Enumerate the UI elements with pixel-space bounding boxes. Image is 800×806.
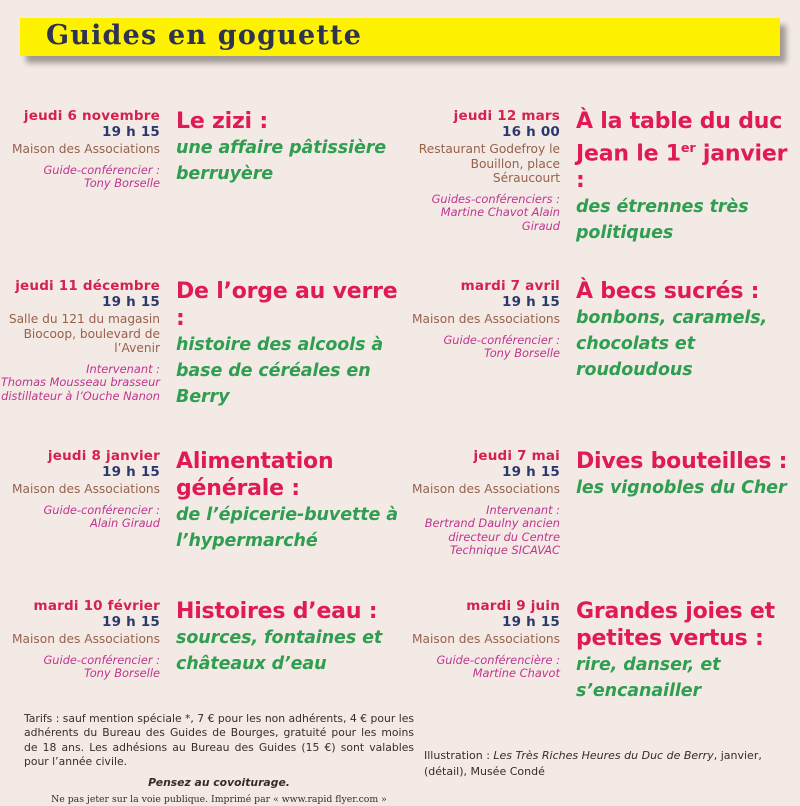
event-time: 16 h 00 <box>502 124 560 140</box>
event-venue: Restaurant Godefroy le Bouillon, place Séraucourt <box>418 142 560 185</box>
event-title: Le zizi : <box>176 109 268 134</box>
event-time: 19 h 15 <box>502 464 560 480</box>
event-venue: Maison des Associations <box>412 312 560 326</box>
event-body <box>568 278 800 383</box>
footer-covoiturage: Pensez au covoiturage. <box>148 775 290 789</box>
event-body <box>568 108 800 246</box>
event-body <box>568 598 800 704</box>
event-body <box>168 278 400 410</box>
event-subtitle: une affaire pâtissière berruyère <box>176 138 387 184</box>
event-speaker-role: Guide-conférencier : <box>43 502 160 517</box>
event-venue: Salle du 121 du magasin Biocoop, boulevard de l’Avenir <box>8 312 160 355</box>
event-title: Histoires d’eau : <box>176 599 378 624</box>
event-meta <box>0 278 168 410</box>
illustration-prefix: Illustration : <box>424 749 494 762</box>
event-subtitle: de l’épicerie-buvette à l’hypermarché <box>176 505 398 551</box>
event-speaker-name: Tony Borselle <box>84 176 160 191</box>
event-date: jeudi 12 mars <box>453 108 560 124</box>
event-speaker-role: Guide-conférencière : <box>436 652 560 667</box>
event-item[interactable] <box>0 448 400 554</box>
event-date: jeudi 7 mai <box>473 448 560 464</box>
page-title: Guides en goguette <box>46 20 363 51</box>
event-time: 19 h 15 <box>502 294 560 310</box>
event-title: Dives bouteilles : <box>576 449 788 474</box>
event-time: 19 h 15 <box>102 614 160 630</box>
event-date: mardi 10 février <box>33 598 160 614</box>
event-time: 19 h 15 <box>102 294 160 310</box>
event-speaker-role: Guide-conférencier : <box>43 652 160 667</box>
event-subtitle: bonbons, caramels, chocolats et roudoudous <box>576 308 768 380</box>
event-speaker-role: Intervenant : <box>486 502 560 517</box>
illustration-title: Les Très Riches Heures du Duc de Berry <box>493 749 714 762</box>
event-speaker-role: Intervenant : <box>86 361 160 376</box>
event-body <box>168 108 400 191</box>
event-speaker-name: Tony Borselle <box>484 346 560 361</box>
event-speaker-name: Martine Chavot Alain Giraud <box>440 205 560 233</box>
event-venue: Maison des Associations <box>12 142 160 156</box>
event-item[interactable] <box>0 108 400 191</box>
event-date: jeudi 11 décembre <box>15 278 160 294</box>
event-item[interactable] <box>400 278 800 383</box>
event-subtitle: rire, danser, et s’encanailler <box>576 655 721 701</box>
event-meta <box>400 448 568 558</box>
event-body <box>168 448 400 554</box>
event-meta <box>400 598 568 704</box>
event-body <box>168 598 400 681</box>
event-item[interactable] <box>400 448 800 558</box>
event-item[interactable] <box>0 278 400 410</box>
event-speaker-role: Guides-conférenciers : <box>431 191 560 206</box>
footer-left <box>24 712 414 806</box>
event-subtitle: des étrennes très politiques <box>576 197 749 244</box>
event-date: mardi 9 juin <box>466 598 560 614</box>
event-title-ordinal: er <box>680 141 696 156</box>
event-item[interactable] <box>400 598 800 704</box>
illustration-suffix: , janvier, (détail), Musée Condé <box>424 749 762 778</box>
event-speaker-name: Bertrand Daulny ancien directeur du Centre Technique SICAVAC <box>424 516 560 558</box>
event-subtitle: les vignobles du Cher <box>576 478 787 498</box>
event-venue: Maison des Associations <box>12 482 160 496</box>
footer-tarifs: Tarifs : sauf mention spéciale *, 7 € pour les non adhérents, 4 € pour les adhérents du Bureau des Guides de Bourges, gratuité pour les moins de 18 ans. Les adhésions au Bureau des Guides (15 €) sont valables pour l’année civile. <box>24 712 414 769</box>
event-speaker-name: Martine Chavot <box>472 666 560 681</box>
event-meta <box>400 108 568 246</box>
event-venue: Maison des Associations <box>412 632 560 646</box>
event-speaker-role: Guide-conférencier : <box>443 332 560 347</box>
event-item[interactable] <box>0 598 400 681</box>
event-venue: Maison des Associations <box>412 482 560 496</box>
event-speaker-role: Guide-conférencier : <box>43 162 160 177</box>
event-title: Alimentation générale : <box>176 449 334 501</box>
event-time: 19 h 15 <box>102 464 160 480</box>
event-speaker-name: Alain Giraud <box>89 516 160 531</box>
event-title-part: janvier : <box>576 141 788 194</box>
event-title: À becs sucrés : <box>576 279 760 304</box>
event-meta <box>400 278 568 383</box>
event-title: Grandes joies et petites vertus : <box>576 599 775 651</box>
event-subtitle: histoire des alcools à base de céréales en Berry <box>176 335 384 407</box>
event-title <box>576 108 800 194</box>
event-meta <box>0 108 168 191</box>
event-speaker-name: Tony Borselle <box>84 666 160 681</box>
event-time: 19 h 15 <box>102 124 160 140</box>
event-title-part: À la table du duc Jean le 1 <box>576 109 783 167</box>
event-time: 19 h 15 <box>502 614 560 630</box>
event-date: jeudi 6 novembre <box>23 108 160 124</box>
footer-illustration-credit <box>424 748 784 779</box>
event-venue: Maison des Associations <box>12 632 160 646</box>
event-title: De l’orge au verre : <box>176 279 398 331</box>
event-item[interactable] <box>400 108 800 246</box>
event-meta <box>0 598 168 681</box>
event-subtitle: sources, fontaines et châteaux d’eau <box>176 628 383 674</box>
event-date: jeudi 8 janvier <box>47 448 160 464</box>
event-speaker-name: Thomas Mousseau brasseur distillateur à l’Ouche Nanon <box>0 375 160 403</box>
event-date: mardi 7 avril <box>460 278 560 294</box>
header-banner <box>20 18 780 56</box>
footer-legal: Ne pas jeter sur la voie publique. Imprimé par « www.rapid flyer.com » <box>51 793 387 805</box>
event-meta <box>0 448 168 554</box>
event-body <box>568 448 800 558</box>
